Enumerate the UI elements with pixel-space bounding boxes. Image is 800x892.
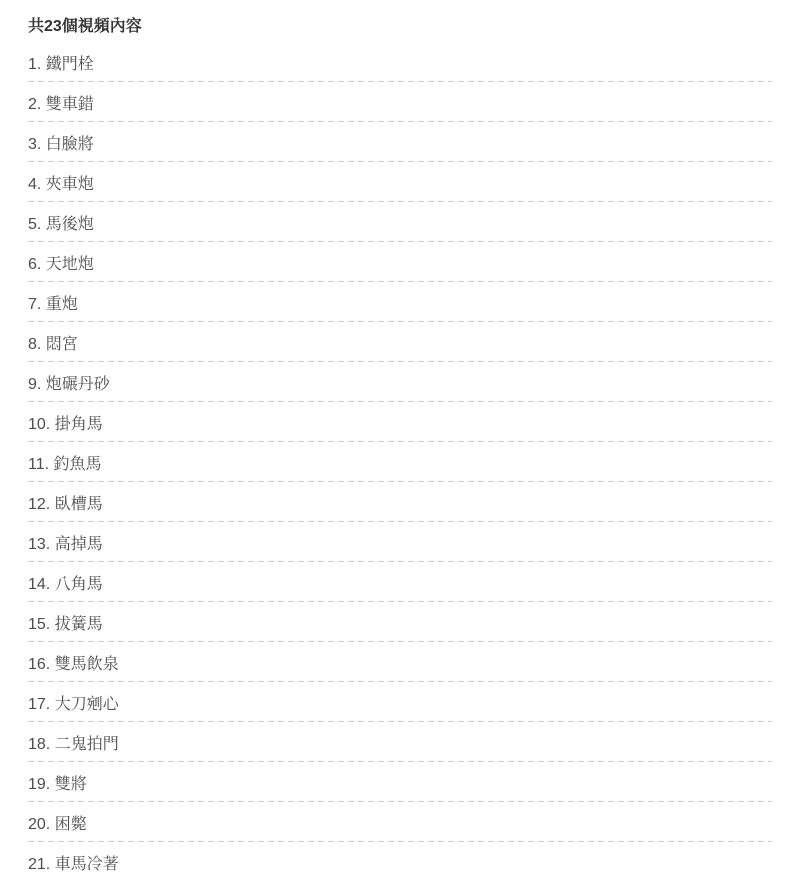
- video-list-item[interactable]: 1. 鐵門栓: [28, 42, 772, 82]
- video-list-item[interactable]: 13. 高掉馬: [28, 522, 772, 562]
- video-list-item[interactable]: 14. 八角馬: [28, 562, 772, 602]
- video-list-item[interactable]: 11. 釣魚馬: [28, 442, 772, 482]
- video-list-item[interactable]: 4. 夾車炮: [28, 162, 772, 202]
- video-list-item[interactable]: 18. 二鬼拍門: [28, 722, 772, 762]
- video-list-item[interactable]: 21. 車馬冷著: [28, 855, 119, 873]
- video-list-item[interactable]: 8. 悶宮: [28, 322, 772, 362]
- video-list: [28, 42, 772, 882]
- video-list-item[interactable]: 3. 白臉將: [28, 122, 772, 162]
- video-list-item[interactable]: 10. 掛角馬: [28, 402, 772, 442]
- video-list-item[interactable]: 16. 雙馬飲泉: [28, 642, 772, 682]
- video-list-item[interactable]: 9. 炮碾丹砂: [28, 362, 772, 402]
- video-list-item[interactable]: 17. 大刀剜心: [28, 682, 772, 722]
- video-list-item[interactable]: 5. 馬後炮: [28, 202, 772, 242]
- list-header: 共23個視頻內容: [28, 18, 142, 35]
- video-list-item[interactable]: 6. 天地炮: [28, 242, 772, 282]
- video-list-item[interactable]: 12. 臥槽馬: [28, 482, 772, 522]
- video-list-item[interactable]: 20. 困斃: [28, 802, 772, 842]
- video-list-item[interactable]: 7. 重炮: [28, 282, 772, 322]
- video-list-item[interactable]: 19. 雙將: [28, 762, 772, 802]
- video-list-item[interactable]: 2. 雙車錯: [28, 82, 772, 122]
- video-list-item[interactable]: 15. 拔簧馬: [28, 602, 772, 642]
